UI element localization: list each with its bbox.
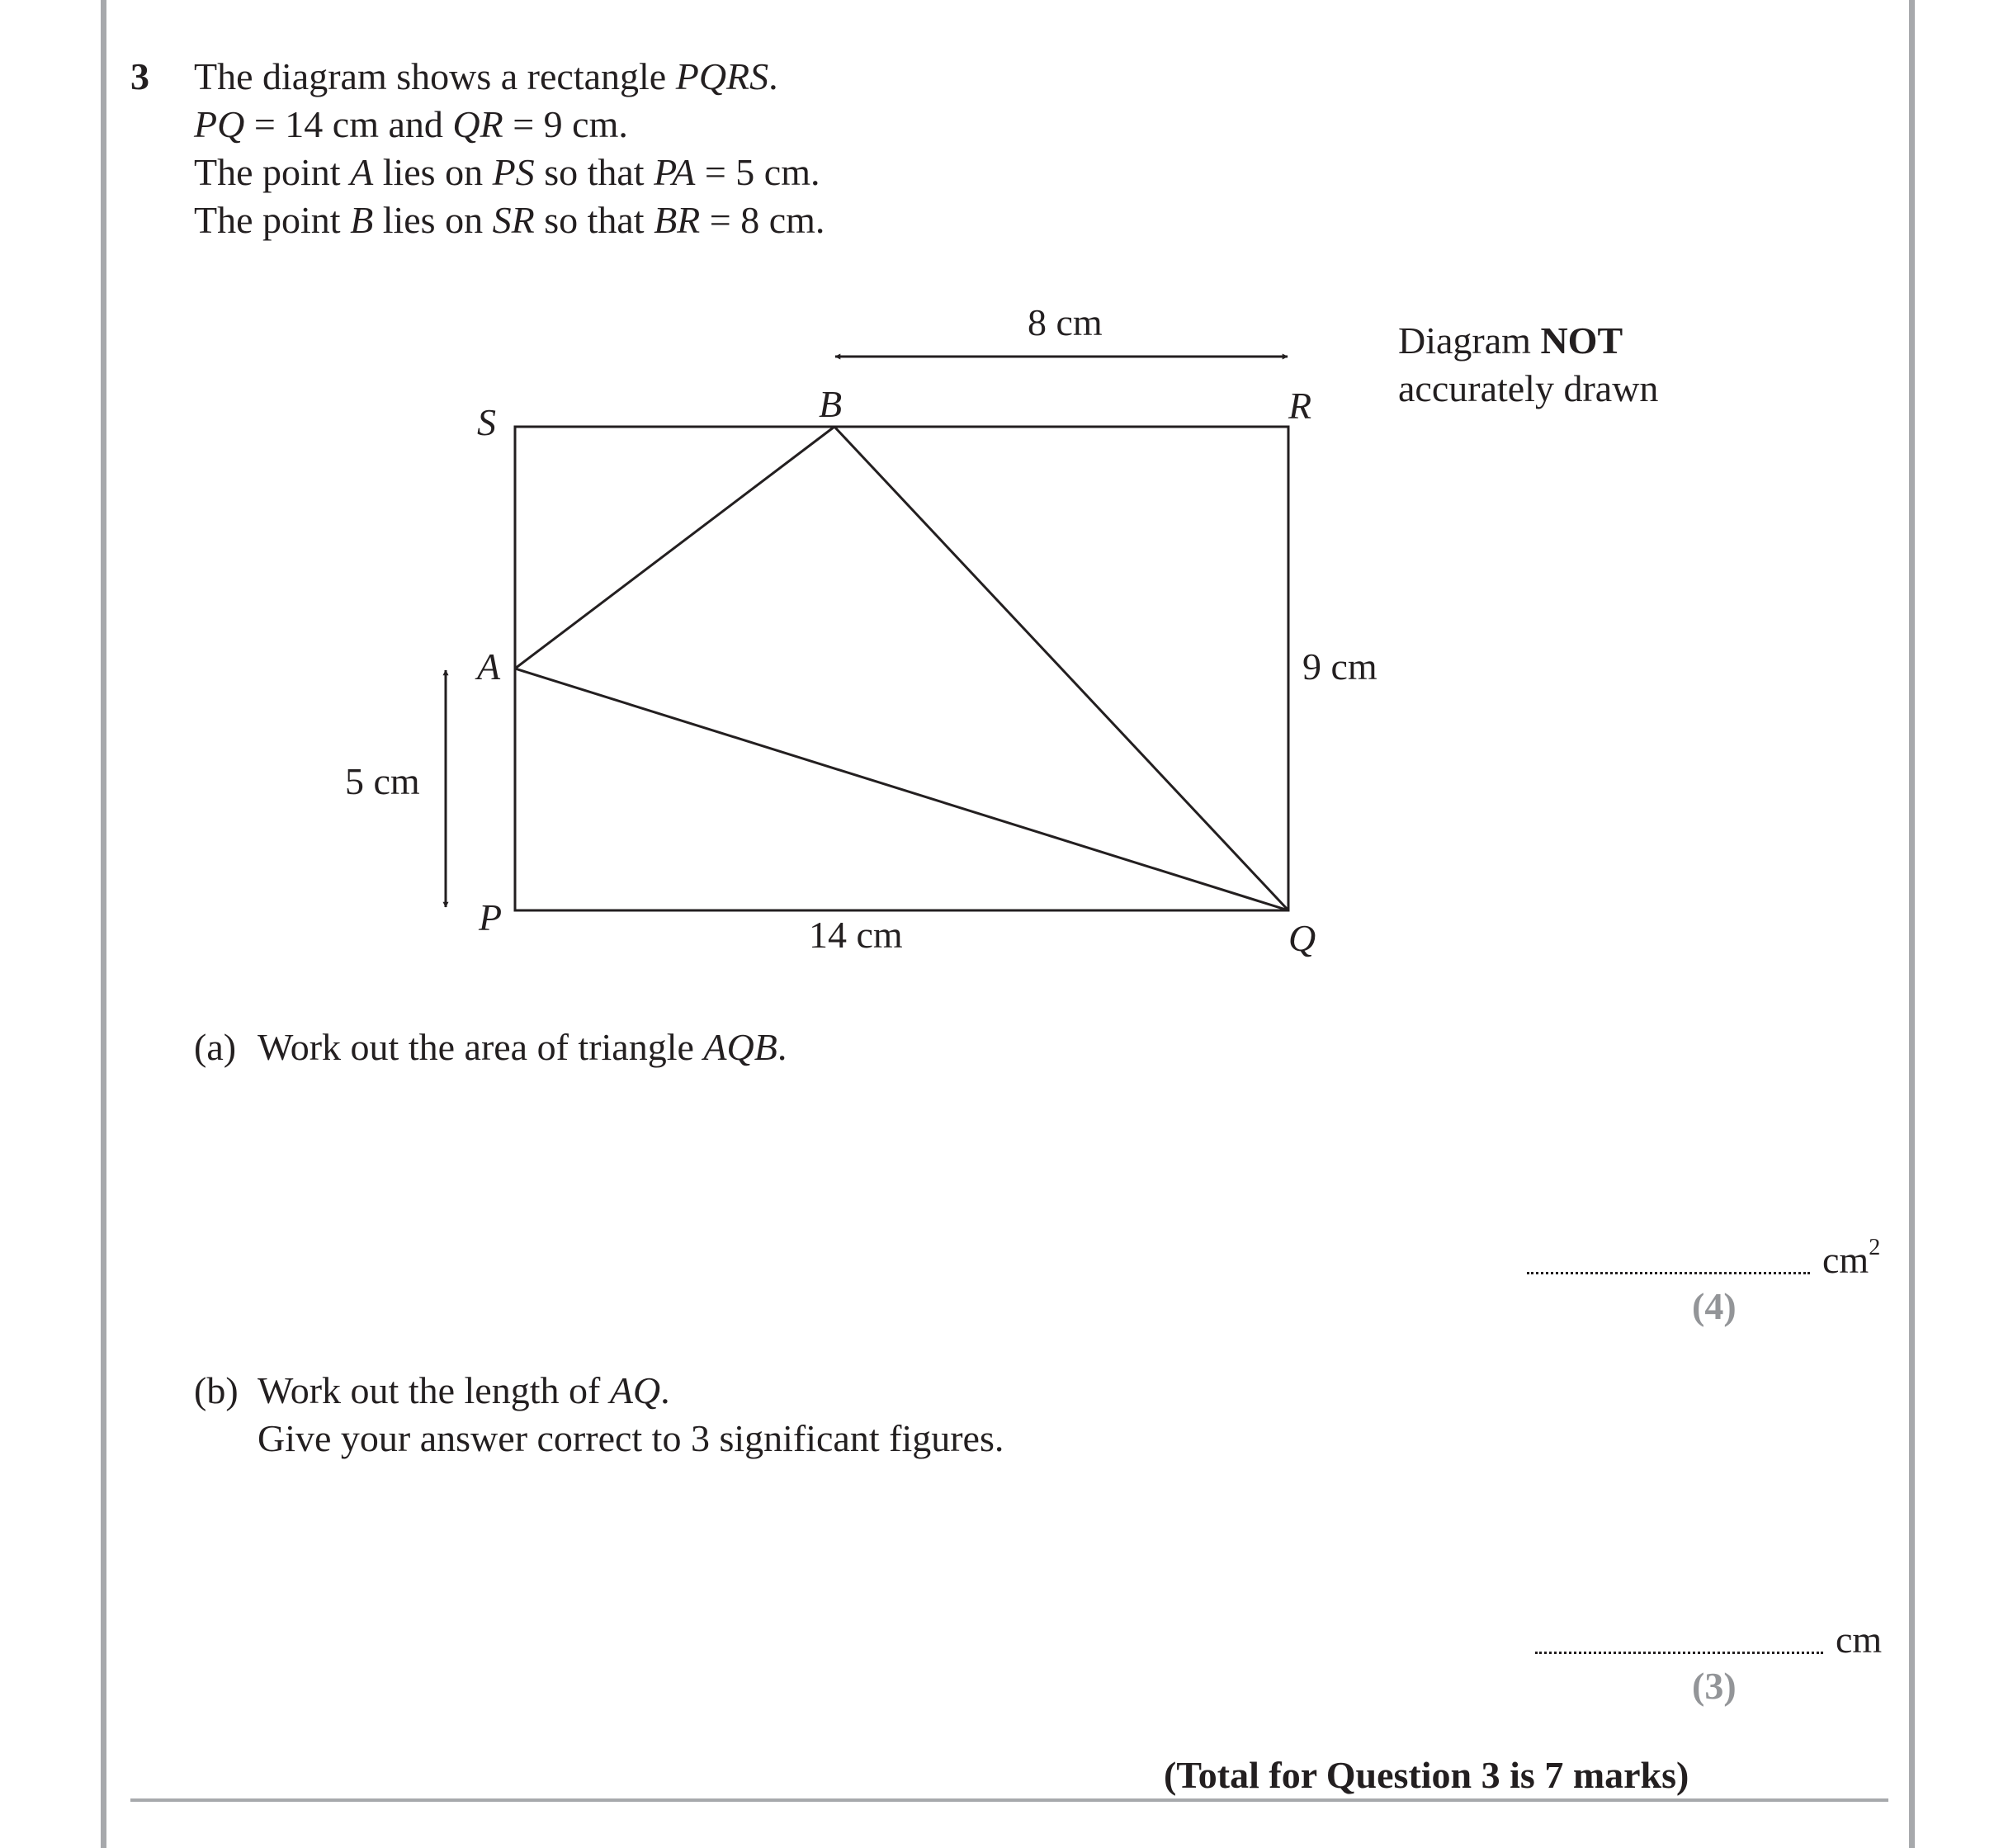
- italic-term: AQB: [703, 1026, 777, 1068]
- unit-text: cm: [1822, 1239, 1869, 1281]
- italic-term: BR: [654, 199, 701, 241]
- part-b-question: Work out the length of AQ.: [258, 1369, 670, 1411]
- length-label-pq: 14 cm: [809, 914, 903, 956]
- italic-term: AQ: [609, 1369, 661, 1411]
- part-a-label: (a): [194, 1026, 237, 1068]
- length-label-pa: 5 cm: [345, 760, 420, 802]
- part-b-label: (b): [194, 1369, 239, 1411]
- vertex-label-s: S: [477, 401, 496, 443]
- unit-superscript: 2: [1869, 1235, 1881, 1260]
- note-text: Diagram: [1398, 319, 1541, 362]
- answer-line-a[interactable]: [1527, 1272, 1810, 1274]
- vertex-label-p: P: [479, 896, 503, 938]
- segment-ab: [515, 427, 834, 669]
- note-emphasis: NOT: [1540, 319, 1623, 362]
- intro-line: The point A lies on PS so that PA = 5 cm.: [194, 151, 820, 193]
- italic-term: PQ: [194, 103, 245, 145]
- diagram-note-line2: accurately drawn: [1398, 367, 1659, 409]
- italic-term: PQRS: [675, 55, 769, 97]
- diagram-note: [1398, 317, 1623, 365]
- intro-line: PQ = 14 cm and QR = 9 cm.: [194, 103, 628, 145]
- question-number: 3: [130, 55, 149, 97]
- answer-unit-a: [1822, 1235, 1881, 1282]
- vertex-label-q: Q: [1288, 917, 1316, 959]
- marks-b: (3): [1692, 1665, 1737, 1707]
- answer-unit-b: cm: [1836, 1619, 1883, 1661]
- length-label-br: 8 cm: [1028, 301, 1103, 343]
- segment-aq: [515, 669, 1288, 910]
- italic-term: PS: [492, 151, 535, 193]
- italic-term: SR: [492, 199, 535, 241]
- italic-term: QR: [452, 103, 503, 145]
- marks-a: (4): [1692, 1285, 1737, 1327]
- part-a-question: Work out the area of triangle AQB.: [258, 1026, 787, 1068]
- italic-term: B: [350, 199, 374, 241]
- part-b-instruction: Give your answer correct to 3 significant figures.: [258, 1417, 1004, 1459]
- length-label-qr: 9 cm: [1302, 645, 1377, 688]
- intro-line: The point B lies on SR so that BR = 8 cm.: [194, 199, 825, 241]
- intro-line: The diagram shows a rectangle PQRS.: [194, 55, 778, 97]
- segment-bq: [834, 427, 1288, 910]
- vertex-label-r: R: [1288, 385, 1312, 427]
- vertex-label-a: A: [477, 645, 501, 688]
- italic-term: PA: [654, 151, 696, 193]
- italic-term: A: [350, 151, 374, 193]
- bottom-rule: [130, 1798, 1888, 1802]
- total-marks: (Total for Question 3 is 7 marks): [1164, 1754, 1689, 1796]
- vertex-label-b: B: [819, 383, 843, 425]
- answer-line-b[interactable]: [1535, 1652, 1823, 1654]
